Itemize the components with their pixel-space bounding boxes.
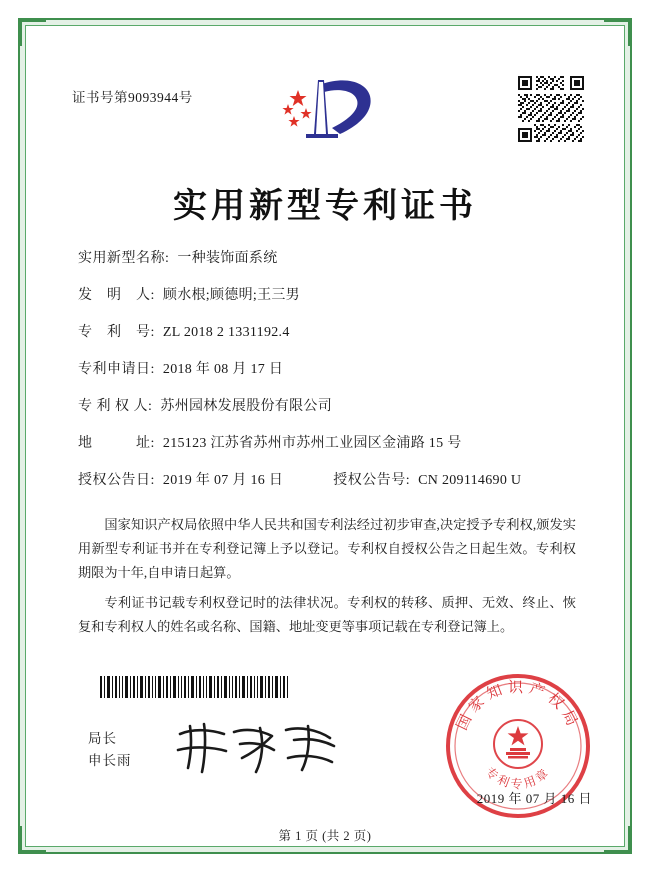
field-label: 实用新型名称: [78, 251, 170, 266]
field-row-patentee [78, 397, 580, 417]
signatory-block [88, 728, 132, 772]
legal-text [60, 513, 590, 639]
corner-ornament-top-left [20, 20, 46, 46]
legal-paragraph-1: 国家知识产权局依照中华人民共和国专利法经过初步审查,决定授予专利权,颁发实用新型专利证书并在专利登记簿上予以登记。专利权自授权公告之日起生效。专利权期限为十年,自申请日起算。 [78, 517, 576, 580]
certificate-number: 证书号第9093944号 [72, 90, 193, 105]
field-value: 苏州园林发展股份有限公司 [160, 399, 332, 414]
cnipa-logo [270, 72, 380, 152]
field-value: 一种装饰面系统 [177, 251, 278, 266]
signatory-title: 局长 [88, 731, 117, 746]
field-list [60, 249, 590, 491]
field-row-inventors [78, 286, 580, 306]
grant-date-value: 2019 年 07 月 16 日 [162, 473, 284, 488]
seal-date: 2019 年 07 月 16 日 [476, 791, 592, 806]
field-row-address [78, 434, 580, 454]
field-label: 专 利 号: [78, 325, 155, 340]
svg-text:国家知识产权局: 国家知识产权局 [454, 680, 582, 733]
grant-number-value: CN 209114690 U [418, 473, 522, 488]
signatory-name: 申长雨 [88, 753, 132, 768]
legal-paragraph-2: 专利证书记载专利权登记时的法律状况。专利权的转移、质押、无效、终止、恢复和专利权人的姓名或名称、国籍、地址变更等事项记载在专利登记簿上。 [78, 595, 576, 634]
field-value: ZL 2018 2 1331192.4 [162, 325, 290, 340]
page-title: 实用新型专利证书 [173, 188, 477, 225]
field-value: 顾水根;顾德明;王三男 [162, 288, 300, 303]
grant-date-label: 授权公告日: [78, 473, 155, 488]
grant-number-group [333, 471, 521, 491]
field-row-application-date [78, 360, 580, 380]
svg-text:专利专用章: 专利专用章 [482, 764, 554, 791]
field-label: 专 利 权 人: [78, 399, 153, 414]
corner-ornament-top-right [604, 20, 630, 46]
grant-number-label: 授权公告号: [333, 473, 411, 488]
field-row-grant-publication [78, 471, 580, 491]
field-label: 专利申请日: [78, 362, 155, 377]
field-value: 215123 江苏省苏州市苏州工业园区金浦路 15 号 [162, 436, 462, 451]
page-footer: 第 1 页 (共 2 页) [278, 829, 372, 843]
field-row-patent-number [78, 323, 580, 343]
field-value: 2018 年 08 月 17 日 [162, 362, 284, 377]
field-label: 发 明 人: [78, 288, 155, 303]
field-row-utility-model-name [78, 249, 580, 269]
handwritten-signature [168, 718, 348, 780]
certificate-content [60, 52, 590, 645]
barcode [100, 676, 290, 698]
qr-code [518, 76, 584, 142]
certificate-header [60, 52, 590, 162]
field-label: 地 址: [78, 436, 155, 451]
